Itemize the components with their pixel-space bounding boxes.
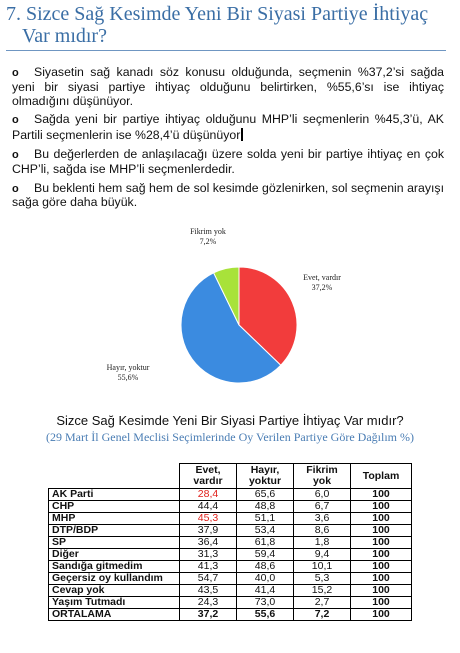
row-label: Geçersiz oy kullandım — [49, 573, 180, 585]
cell-evet: 41,3 — [180, 561, 237, 573]
cell-fikrim: 10,1 — [294, 561, 351, 573]
row-label: Yaşım Tutmadı — [49, 597, 180, 609]
header-hayir: Hayır, yoktur — [237, 464, 294, 489]
bullet-item — [12, 182, 444, 211]
cell-toplam: 100 — [351, 609, 412, 621]
cell-evet: 24,3 — [180, 597, 237, 609]
cell-toplam: 100 — [351, 525, 412, 537]
bullet-text: Sağda yeni bir partiye ihtiyaç olduğunu MHP’li seçmenlerin %45,3’ü, AK Partili seçmenlerin ise %28,4’ü düşünüyor — [12, 112, 444, 143]
cell-fikrim: 6,7 — [294, 501, 351, 513]
cell-hayir: 40,0 — [237, 573, 294, 585]
pie-chart — [0, 220, 460, 410]
table-row — [49, 609, 412, 621]
table-subtitle: (29 Mart İl Genel Meclisi Seçimlerinde Oy Verilen Partiye Göre Dağılım %) — [45, 430, 414, 444]
pie-label-fikrim: Fikrim yok — [190, 227, 226, 236]
table-row — [49, 537, 412, 549]
cell-hayir: 61,8 — [237, 537, 294, 549]
header-fikrim: Fikrim yok — [294, 464, 351, 489]
row-label: SP — [49, 537, 180, 549]
text-cursor-icon — [241, 128, 243, 141]
row-label: MHP — [49, 513, 180, 525]
cell-hayir: 41,4 — [237, 585, 294, 597]
cell-fikrim: 5,3 — [294, 573, 351, 585]
cell-fikrim: 7,2 — [294, 609, 351, 621]
row-label: AK Parti — [49, 489, 180, 501]
row-label: ORTALAMA — [49, 609, 180, 621]
pie-value-hayir: 55,6% — [117, 373, 139, 382]
cell-evet: 36,4 — [180, 537, 237, 549]
cell-toplam: 100 — [351, 513, 412, 525]
pie-value-evet: 37,2% — [311, 283, 333, 292]
page-title — [6, 3, 446, 47]
cell-fikrim: 9,4 — [294, 549, 351, 561]
bullet-item — [12, 66, 444, 108]
bullet-mark-icon: o — [12, 182, 19, 195]
table-row — [49, 573, 412, 585]
row-label: Cevap yok — [49, 585, 180, 597]
row-label: Sandığa gitmedim — [49, 561, 180, 573]
cell-evet: 54,7 — [180, 573, 237, 585]
bullet-mark-icon: o — [12, 148, 19, 161]
table-row — [49, 525, 412, 537]
cell-toplam: 100 — [351, 573, 412, 585]
row-label: Diğer — [49, 549, 180, 561]
cell-hayir: 73,0 — [237, 597, 294, 609]
cell-fikrim: 15,2 — [294, 585, 351, 597]
table-row — [49, 585, 412, 597]
cell-fikrim: 6,0 — [294, 489, 351, 501]
cell-evet: 45,3 — [180, 513, 237, 525]
bullet-item — [12, 113, 444, 143]
cell-evet: 28,4 — [180, 489, 237, 501]
cell-fikrim: 2,7 — [294, 597, 351, 609]
cell-evet: 43,5 — [180, 585, 237, 597]
row-label: DTP/BDP — [49, 525, 180, 537]
bullet-mark-icon: o — [12, 67, 19, 79]
cell-hayir: 59,4 — [237, 549, 294, 561]
cell-fikrim: 8,6 — [294, 525, 351, 537]
cell-toplam: 100 — [351, 585, 412, 597]
table-row — [49, 561, 412, 573]
table-row — [49, 549, 412, 561]
table-title: Sizce Sağ Kesimde Yeni Bir Siyasi Partiye İhtiyaç Var mıdır? — [56, 413, 404, 428]
cell-hayir: 53,4 — [237, 525, 294, 537]
table-row — [49, 597, 412, 609]
row-label: CHP — [49, 501, 180, 513]
cell-fikrim: 1,8 — [294, 537, 351, 549]
cell-evet: 37,2 — [180, 609, 237, 621]
cell-hayir: 48,6 — [237, 561, 294, 573]
page-title-line2: Var mıdır? — [22, 25, 107, 47]
header-toplam: Toplam — [351, 464, 412, 489]
header-evet: Evet, vardır — [180, 464, 237, 489]
cell-toplam: 100 — [351, 561, 412, 573]
cell-evet: 31,3 — [180, 549, 237, 561]
cell-hayir: 48,8 — [237, 501, 294, 513]
cell-toplam: 100 — [351, 501, 412, 513]
cell-toplam: 100 — [351, 489, 412, 501]
cell-evet: 44,4 — [180, 501, 237, 513]
table-row — [49, 489, 412, 501]
bullet-text: Bu beklenti hem sağ hem de sol kesimde gözlenirken, sol seçmenin arayışı sağa göre daha büyük. — [12, 180, 444, 210]
title-divider — [6, 50, 446, 51]
table-row — [49, 513, 412, 525]
cell-toplam: 100 — [351, 597, 412, 609]
table-header-row — [49, 464, 412, 489]
pie-label-hayir: Hayır, yoktur — [106, 363, 150, 372]
cell-toplam: 100 — [351, 537, 412, 549]
bullet-mark-icon: o — [12, 114, 19, 127]
page-title-line1: 7. Sizce Sağ Kesimde Yeni Bir Siyasi Partiye İhtiyaç — [6, 3, 429, 25]
cell-hayir: 65,6 — [237, 489, 294, 501]
bullet-item — [12, 148, 444, 177]
table-row — [49, 501, 412, 513]
cell-hayir: 51,1 — [237, 513, 294, 525]
pie-value-fikrim: 7,2% — [199, 237, 217, 246]
cell-toplam: 100 — [351, 549, 412, 561]
bullet-text: Bu değerlerden de anlaşılacağı üzere solda yeni bir partiye ihtiyaç en çok CHP’li, sağda ise MHP’li seçmenlerdedir. — [12, 146, 444, 176]
bullet-list — [12, 66, 444, 215]
cell-hayir: 55,6 — [237, 609, 294, 621]
header-blank — [49, 464, 180, 489]
cell-fikrim: 3,6 — [294, 513, 351, 525]
results-table — [48, 463, 412, 621]
bullet-text: Siyasetin sağ kanadı söz konusu olduğunda, seçmenin %37,2’si sağda yeni bir siyasi partiye ihtiyaç olduğunu belirtirken, %55,6’sı ise ihtiyaç olmadığını düşünüyor. — [12, 65, 444, 108]
cell-evet: 37,9 — [180, 525, 237, 537]
pie-label-evet: Evet, vardır — [303, 273, 341, 282]
